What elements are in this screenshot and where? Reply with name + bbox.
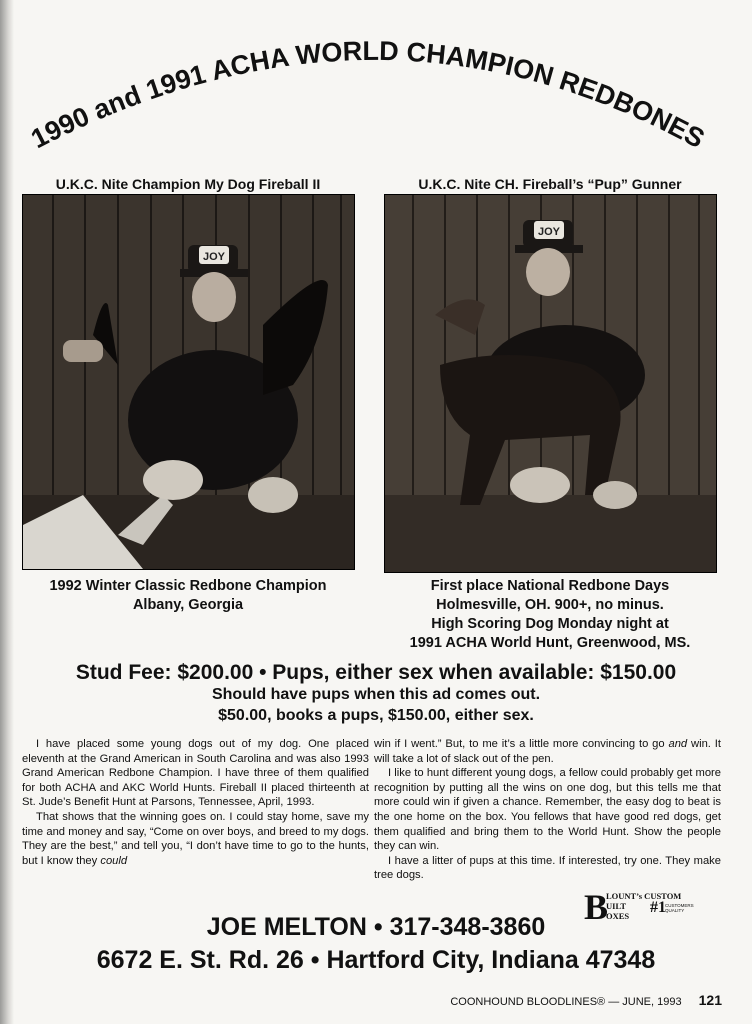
body-paragraph: I have a litter of pups at this time. If interested, try one. They make tree dogs.: [374, 854, 721, 882]
body-text: win. It will take a lot of slack out of the pen.: [374, 738, 721, 765]
stud-fee-line: Stud Fee: $200.00 • Pups, either sex when available: $150.00: [75, 661, 677, 684]
body-text: That shows that the winning goes on. I could stay home, save my time and money and say, “Come on over boys, and breed to my dogs. They are the best,” and tell you, “I don’t have time to go to the hunts, but I know they: [22, 810, 369, 867]
body-paragraph: [22, 810, 369, 868]
headline-text: 1990 and 1991 ACHA WORLD CHAMPION REDBONES: [26, 35, 710, 155]
booking-price-line: $50.00, books a pups, $150.00, either sex.: [218, 707, 534, 724]
contact-address: 6672 E. St. Rd. 26 • Hartford City, Indiana 47348: [96, 946, 656, 974]
body-paragraph: [374, 737, 721, 766]
logo-number: #1: [650, 899, 666, 916]
right-photo-title: U.K.C. Nite CH. Fireball’s “Pup” Gunner: [418, 176, 682, 192]
left-caption-line-1: 1992 Winter Classic Redbone Champion: [49, 578, 327, 594]
right-photo-caption: [384, 577, 716, 653]
contact-name-phone: JOE MELTON • 317-348-3860: [206, 913, 546, 941]
footer-publication: COONHOUND BLOODLINES® — JUNE, 1993: [450, 996, 682, 1008]
body-paragraph: I like to hunt different young dogs, a fellow could probably get more recognition by putting all the wins on one dog, but this tells me that more could win if given a chance. Remember, the easy dog to beat is the one home on the box. You fellows that have good red dogs, get them qualified and bring them to the World Hunt. Show the people they can win.: [374, 767, 721, 853]
body-column-left: [22, 737, 369, 868]
headline-arc: [0, 0, 752, 200]
body-paragraph: I have placed some young dogs out of my dog. One placed eleventh at the Grand American in South Carolina and was also 1993 Grand American Redbone Champion. I have three of them qualified for both ACHA and AKC World Hunts. Fireball II placed thirteenth at St. Jude’s Benefit Hunt at Parsons, Tennessee, April, 1993.: [22, 738, 369, 809]
right-caption-line-3: High Scoring Dog Monday night at: [431, 616, 669, 632]
logo-line-1: LOUNT’s CUSTOM: [606, 891, 682, 901]
left-caption-line-2: Albany, Georgia: [132, 597, 244, 613]
logo-tagline: CUSTOMERS QUALITY: [665, 903, 694, 913]
logo-letter: B: [584, 887, 609, 927]
left-cap-logo: JOY: [202, 251, 226, 263]
right-dog-photo: [384, 194, 717, 573]
right-caption-line-4: 1991 ACHA World Hunt, Greenwood, MS.: [409, 635, 691, 651]
right-caption-line-1: First place National Redbone Days: [430, 578, 670, 594]
logo-line-2: UILT: [606, 901, 627, 911]
body-italic-word: and: [668, 738, 688, 750]
right-caption-line-2: Holmesville, OH. 900+, no minus.: [436, 597, 664, 613]
body-text: win if I went.” But, to me it’s a little more convincing to go: [374, 738, 665, 750]
page-footer: [450, 992, 722, 1008]
logo-line-3: OXES: [606, 911, 630, 921]
left-photo-title: U.K.C. Nite Champion My Dog Fireball II: [55, 176, 321, 192]
pups-availability-line: Should have pups when this ad comes out.: [211, 686, 541, 703]
body-italic-word: could: [100, 854, 128, 867]
page-number: 121: [698, 992, 722, 1008]
body-column-right: [374, 737, 721, 883]
right-cap-logo: JOY: [537, 226, 561, 238]
left-dog-photo: [22, 194, 355, 570]
left-photo-caption: [22, 577, 354, 615]
